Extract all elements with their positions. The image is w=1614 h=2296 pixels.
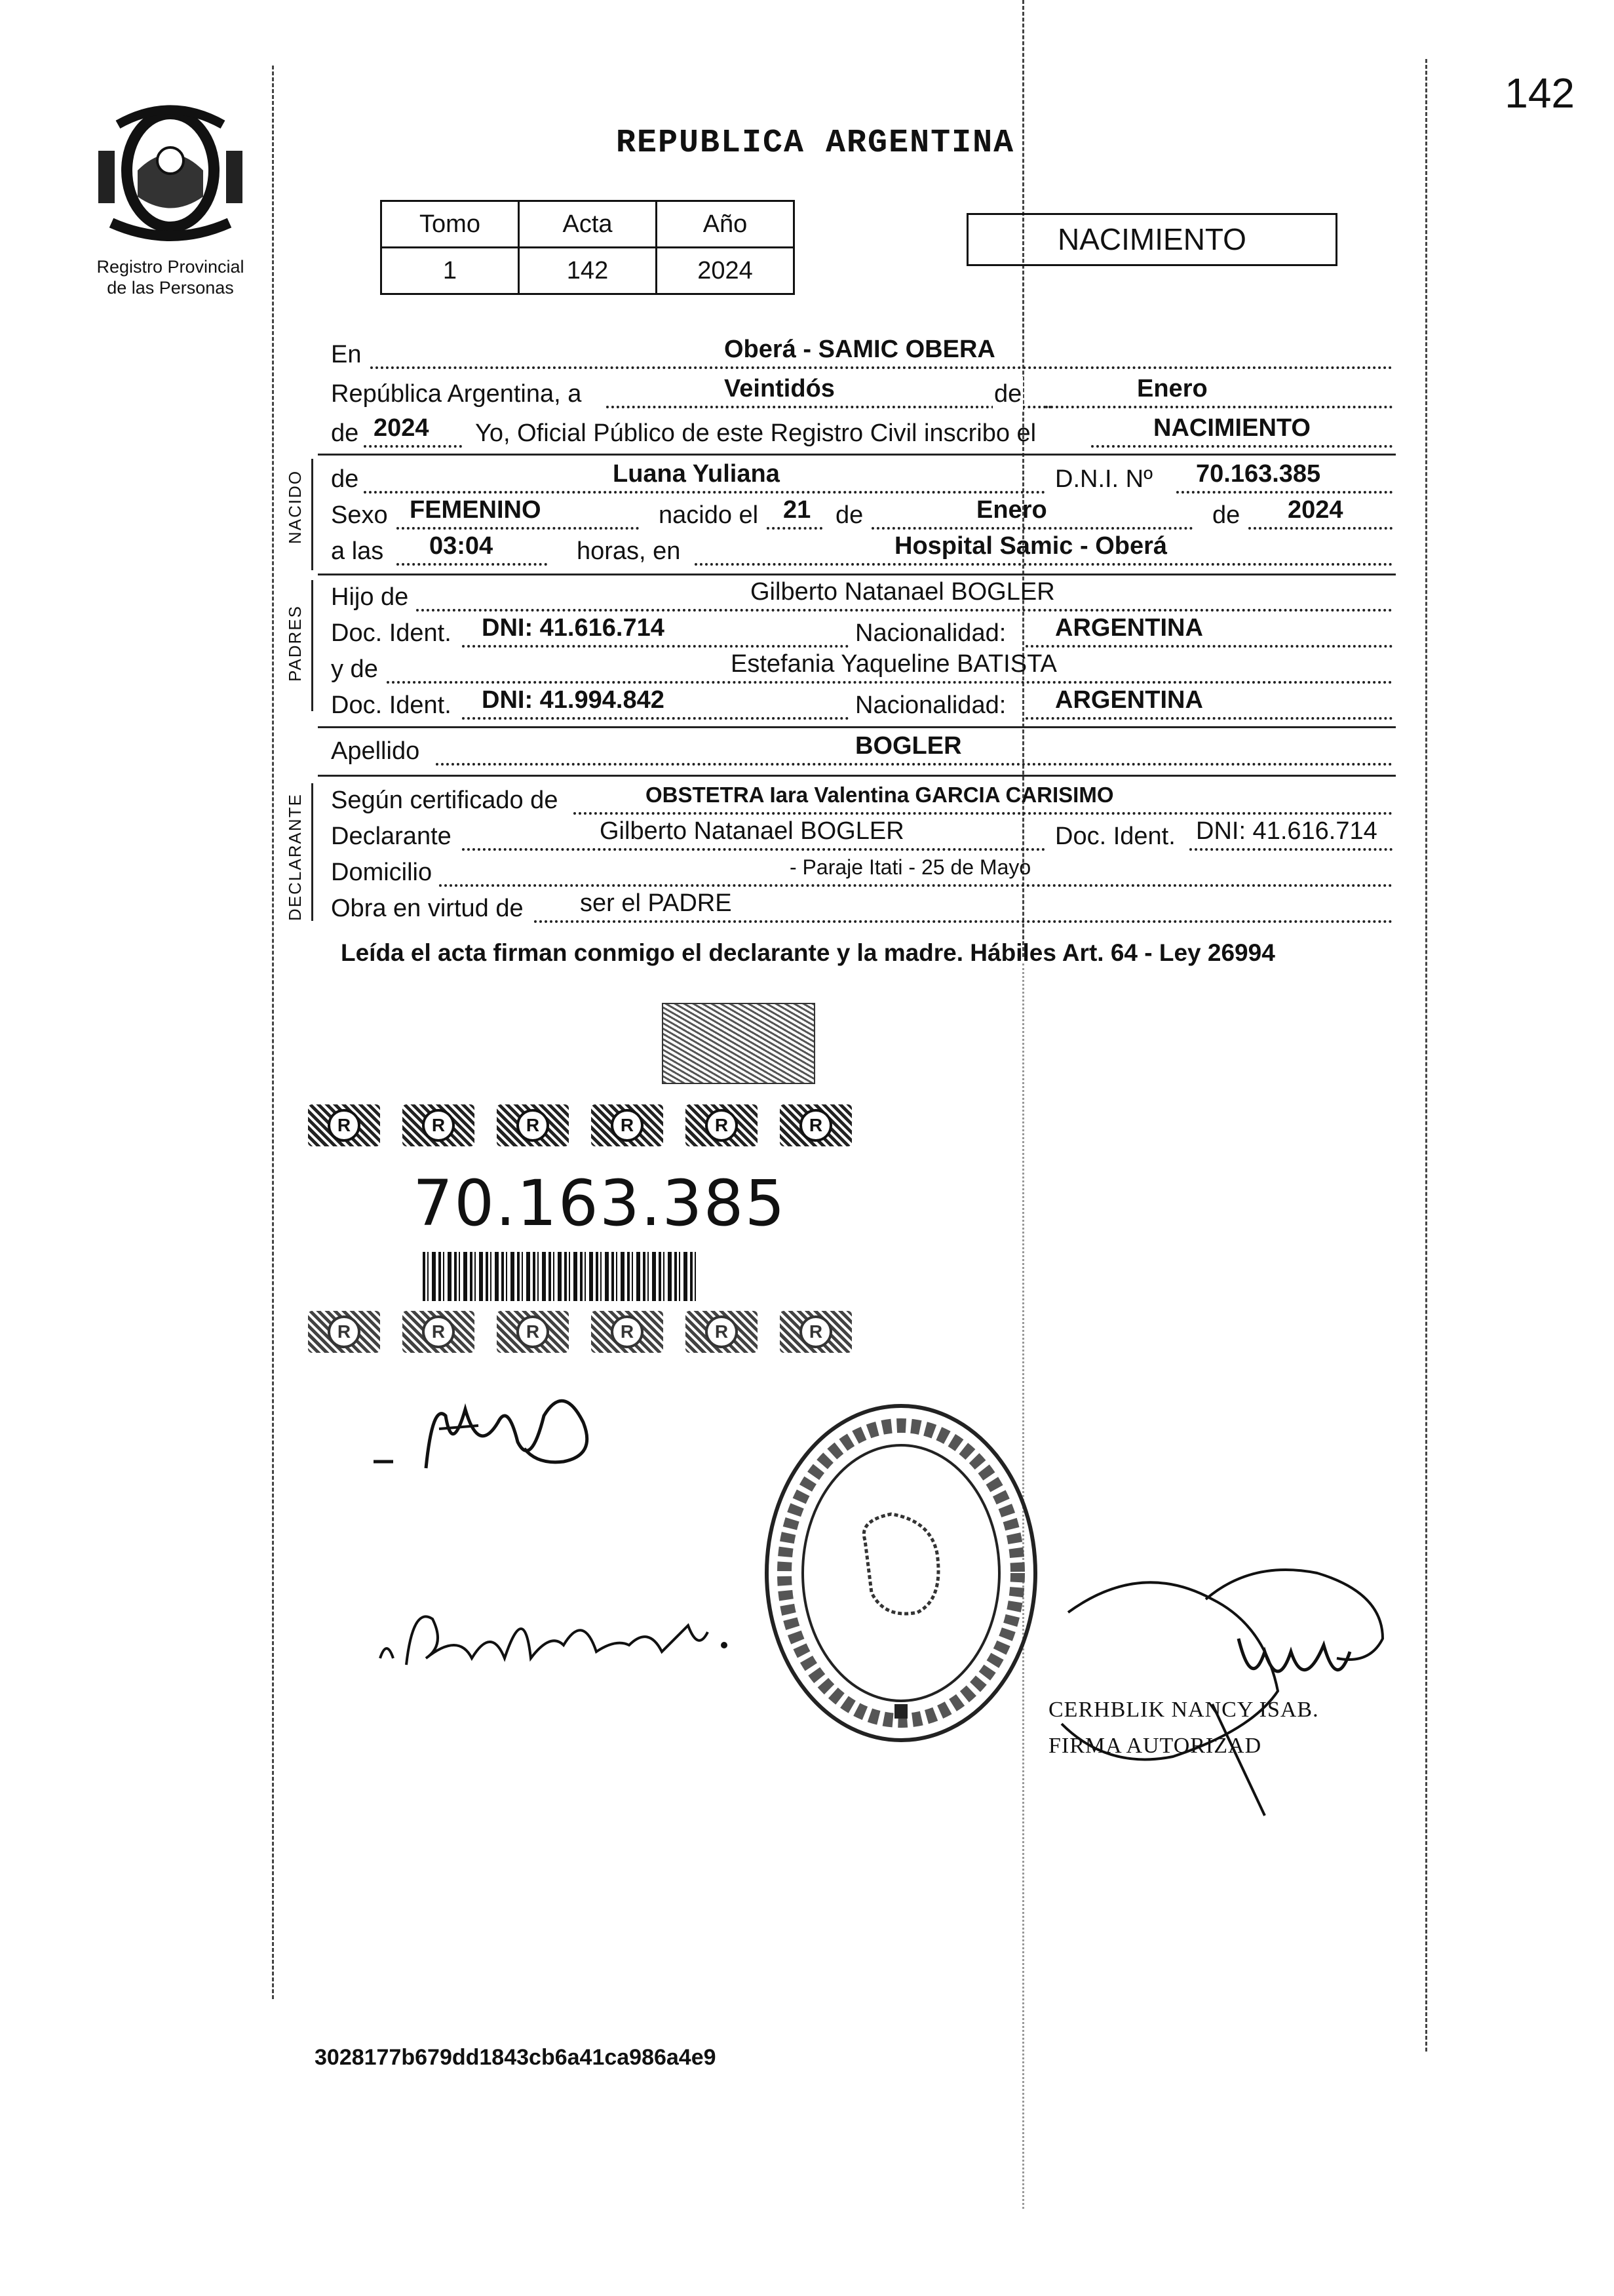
label-dni: D.N.I. Nº: [1055, 465, 1153, 493]
dots: [767, 527, 822, 530]
label-doc-ident: Doc. Ident.: [1055, 823, 1176, 850]
r-badge-letter: R: [705, 1315, 738, 1348]
r-badge-icon: [402, 1104, 474, 1146]
official-seal-icon: [754, 1390, 1048, 1757]
section-separator: [318, 454, 1396, 456]
dots: [436, 763, 1393, 766]
row-en: [331, 338, 1393, 372]
label-hijo-de: Hijo de: [331, 583, 409, 611]
label-de-year: de: [1212, 501, 1240, 529]
r-banner-bottom: [308, 1311, 852, 1357]
padres-bar: [311, 580, 313, 711]
value-child-dni: 70.163.385: [1196, 460, 1321, 488]
label-horas-en: horas, en: [577, 537, 681, 565]
row-segun: [331, 783, 1393, 817]
closing-statement: Leída el acta firman conmigo el declarante y la madre. Hábiles Art. 64 - Ley 26994: [341, 939, 1275, 966]
official-name: CERHBLIK NANCY ISAB.: [1048, 1698, 1319, 1722]
value-father-nationality: ARGENTINA: [1055, 614, 1203, 642]
label-de-year: de: [331, 419, 359, 447]
value-mother-nationality: ARGENTINA: [1055, 686, 1203, 714]
label-a-las: a las: [331, 537, 384, 565]
sticker-dni-number: 70.163.385: [413, 1167, 786, 1240]
value-birth-time: 03:04: [429, 532, 493, 560]
row-fecha: [331, 377, 1393, 411]
dots: [396, 563, 547, 566]
r-badge-letter: R: [611, 1109, 644, 1142]
scan-line-right: [1425, 59, 1427, 2052]
tomo-acta-ano-table: [380, 200, 795, 295]
page-number: 142: [1505, 69, 1575, 117]
row-madre-doc: [331, 688, 1393, 722]
r-banner-top: [308, 1104, 852, 1150]
dni-sticker: [308, 1075, 898, 1357]
value-declarante-doc: DNI: 41.616.714: [1196, 817, 1377, 845]
r-badge-letter: R: [422, 1315, 455, 1348]
label-de: de: [993, 377, 1023, 411]
label-de-month: de: [836, 501, 864, 529]
value-domicilio: - Paraje Itati - 25 de Mayo: [790, 855, 1031, 879]
value-day: Veintidós: [724, 375, 835, 402]
value-month: Enero: [1137, 375, 1208, 402]
r-badge-letter: R: [611, 1315, 644, 1348]
value-mother-doc: DNI: 41.994.842: [482, 686, 664, 714]
section-separator: [318, 726, 1396, 728]
label-domicilio: Domicilio: [331, 859, 432, 886]
registry-logo: [72, 98, 269, 298]
value-mother-name: Estefania Yaqueline BATISTA: [731, 650, 1057, 678]
value-inscribo: NACIMIENTO: [1153, 414, 1311, 442]
r-badge-letter: R: [516, 1109, 549, 1142]
value-birth-month: Enero: [976, 496, 1047, 524]
provincia-misiones-crest-icon: [92, 98, 249, 249]
official-title: FIRMA AUTORIZAD: [1048, 1734, 1262, 1758]
row-padre-doc: [331, 616, 1393, 650]
dots: [1189, 848, 1393, 851]
r-badge-letter: R: [422, 1109, 455, 1142]
row-declarante: [331, 819, 1393, 853]
declarant-signature-icon: [367, 1363, 629, 1494]
table-value-tomo: 1: [381, 248, 519, 294]
label-nacionalidad: Nacionalidad:: [855, 691, 1007, 719]
dots: [695, 563, 1393, 566]
official-signature-icon: [1042, 1560, 1409, 1822]
value-obra: ser el PADRE: [580, 889, 732, 917]
label-nacido-el: nacido el: [659, 501, 759, 529]
r-badge-icon: [591, 1104, 663, 1146]
r-badge-icon: [780, 1104, 852, 1146]
dots: [1176, 491, 1393, 494]
label-en: En: [331, 341, 362, 368]
barcode-icon: [423, 1252, 698, 1301]
acta-type-box: NACIMIENTO: [967, 213, 1337, 266]
row-padre: [331, 580, 1393, 614]
r-badge-icon: [497, 1311, 569, 1353]
value-birth-year: 2024: [1288, 496, 1343, 524]
r-badge-icon: [402, 1311, 474, 1353]
r-badge-icon: [591, 1311, 663, 1353]
declarante-bar: [311, 783, 313, 921]
label-apellido: Apellido: [331, 737, 420, 765]
value-child-name: Luana Yuliana: [613, 460, 780, 488]
value-apellido: BOGLER: [855, 732, 962, 760]
declarante-side-label: DECLARANTE: [285, 793, 305, 921]
table-header-ano: Año: [657, 201, 794, 248]
r-badge-letter: R: [516, 1315, 549, 1348]
value-sexo: FEMENINO: [410, 496, 541, 524]
section-separator: [318, 775, 1396, 777]
logo-caption-line2: de las Personas: [107, 278, 234, 298]
row-domicilio: [331, 855, 1393, 889]
table-value-ano: 2024: [657, 248, 794, 294]
r-badge-icon: [308, 1104, 380, 1146]
r-badge-letter: R: [328, 1109, 360, 1142]
label-republica: República Argentina, a: [331, 380, 582, 408]
r-badge-icon: [497, 1104, 569, 1146]
value-birth-day: 21: [783, 496, 811, 524]
label-de: de: [331, 465, 359, 493]
dots: [1045, 406, 1393, 408]
value-year: 2024: [374, 414, 429, 442]
dots: [364, 445, 462, 448]
table-value-acta: 142: [519, 248, 657, 294]
value-segun: OBSTETRA Iara Valentina GARCIA CARISIMO: [645, 783, 1114, 807]
label-segun: Según certificado de: [331, 787, 558, 814]
row-nacido-sexo: [331, 498, 1393, 532]
document-hash: 3028177b679dd1843cb6a41ca986a4e9: [315, 2045, 716, 2070]
dots: [1026, 717, 1393, 720]
label-doc-ident: Doc. Ident.: [331, 691, 452, 719]
value-father-name: Gilberto Natanael BOGLER: [750, 578, 1055, 606]
nacido-side-label: NACIDO: [285, 469, 305, 544]
label-declarante: Declarante: [331, 823, 452, 850]
r-badge-letter: R: [328, 1315, 360, 1348]
row-nacido-nombre: [331, 462, 1393, 496]
value-birth-place: Hospital Samic - Oberá: [894, 532, 1168, 560]
row-apellido: [331, 734, 1393, 768]
row-nacido-hora: [331, 534, 1393, 568]
value-declarante: Gilberto Natanael BOGLER: [600, 817, 904, 845]
row-oficial: [331, 416, 1393, 450]
r-badge-letter: R: [799, 1315, 832, 1348]
dots: [1248, 527, 1393, 530]
label-nacionalidad: Nacionalidad:: [855, 619, 1007, 647]
label-oficial: Yo, Oficial Público de este Registro Civil inscribo el: [475, 419, 1037, 447]
scan-line-left: [272, 66, 274, 1999]
padres-side-label: PADRES: [285, 605, 305, 682]
dots: [370, 366, 1393, 369]
value-father-doc: DNI: 41.616.714: [482, 614, 664, 642]
dots: [462, 717, 849, 720]
nacido-bar: [311, 459, 313, 570]
label-y-de: y de: [331, 655, 378, 683]
mother-signature-icon: [367, 1560, 734, 1691]
r-badge-icon: [780, 1311, 852, 1353]
row-obra: [331, 891, 1393, 925]
label-doc-ident: Doc. Ident.: [331, 619, 452, 647]
label-obra: Obra en virtud de: [331, 895, 524, 922]
dots: [1026, 645, 1393, 648]
table-header-tomo: Tomo: [381, 201, 519, 248]
r-badge-letter: R: [705, 1109, 738, 1142]
r-badge-letter: R: [799, 1109, 832, 1142]
dots: [606, 406, 1052, 408]
dots: [534, 920, 1393, 923]
value-en: Oberá - SAMIC OBERA: [724, 336, 995, 363]
row-madre: [331, 652, 1393, 686]
r-badge-icon: [685, 1311, 758, 1353]
logo-caption-line1: Registro Provincial: [96, 257, 244, 277]
r-badge-icon: [685, 1104, 758, 1146]
dots: [1091, 445, 1393, 448]
document-title: REPUBLICA ARGENTINA: [616, 125, 1015, 162]
r-badge-icon: [308, 1311, 380, 1353]
table-header-acta: Acta: [519, 201, 657, 248]
hologram-icon: [662, 1003, 815, 1084]
label-sexo: Sexo: [331, 501, 388, 529]
